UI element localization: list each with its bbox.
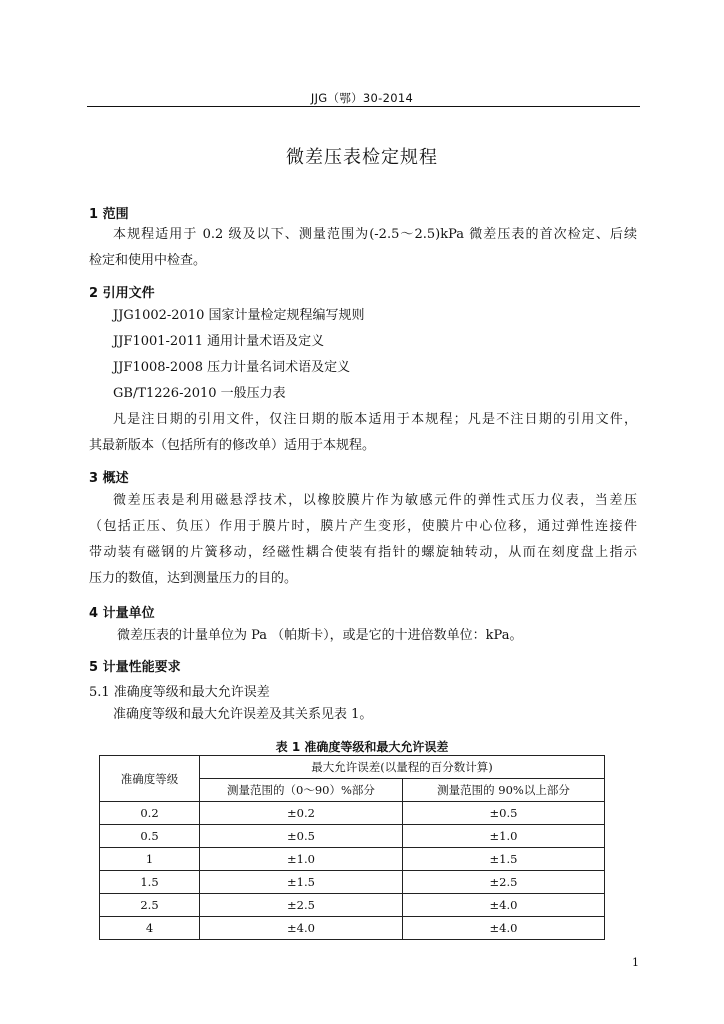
cell-grade: 0.2 bbox=[100, 802, 200, 825]
cell-mpe-a: ±4.0 bbox=[200, 917, 403, 940]
section-3-text-line-4: 压力的数值，达到测量压力的目的。 bbox=[89, 571, 298, 586]
section-1-heading: 1 范围 bbox=[89, 207, 129, 222]
table-row bbox=[100, 894, 605, 917]
header-range-a: 测量范围的（0～90）%部分 bbox=[200, 779, 403, 802]
page-title: 微差压表检定规程 bbox=[286, 147, 438, 168]
section-4-text: 微差压表的计量单位为 Pa （帕斯卡），或是它的十进倍数单位：kPa。 bbox=[117, 628, 523, 643]
cell-mpe-a: ±0.2 bbox=[200, 802, 403, 825]
section-3-text-line-3: 带动装有磁钢的片簧移动，经磁性耦合使装有指针的螺旋轴转动，从而在刻度盘上指示 bbox=[89, 545, 637, 560]
reference-item: GB/T1226-2010 一般压力表 bbox=[113, 386, 286, 401]
section-5-text: 准确度等级和最大允许误差及其关系见表 1。 bbox=[113, 707, 373, 722]
cell-mpe-b: ±0.5 bbox=[403, 802, 605, 825]
reference-item: JJF1008-2008 压力计量名词术语及定义 bbox=[113, 360, 351, 375]
header-grade: 准确度等级 bbox=[100, 756, 200, 802]
cell-grade: 1 bbox=[100, 848, 200, 871]
table-row bbox=[100, 917, 605, 940]
section-5-heading: 5 计量性能要求 bbox=[89, 660, 181, 675]
cell-mpe-a: ±2.5 bbox=[200, 894, 403, 917]
cell-mpe-b: ±1.0 bbox=[403, 825, 605, 848]
table-header-row bbox=[100, 756, 605, 779]
page-number: 1 bbox=[632, 956, 639, 969]
cell-mpe-b: ±2.5 bbox=[403, 871, 605, 894]
reference-item: JJG1002-2010 国家计量检定规程编写规则 bbox=[113, 308, 365, 323]
section-3-text-line-1: 微差压表是利用磁悬浮技术，以橡胶膜片作为敏感元件的弹性式压力仪表，当差压 bbox=[113, 493, 637, 508]
accuracy-table bbox=[99, 755, 605, 940]
section-1-text-line-2: 检定和使用中检查。 bbox=[89, 253, 207, 268]
cell-mpe-b: ±4.0 bbox=[403, 894, 605, 917]
section-3-text-line-2: （包括正压、负压）作用于膜片时，膜片产生变形，使膜片中心位移，通过弹性连接件 bbox=[89, 519, 637, 534]
reference-note-line-1: 凡是注日期的引用文件，仅注日期的版本适用于本规程；凡是不注日期的引用文件， bbox=[113, 412, 637, 427]
section-2-heading: 2 引用文件 bbox=[89, 286, 155, 301]
header-rule bbox=[87, 106, 640, 107]
table-row bbox=[100, 802, 605, 825]
cell-mpe-a: ±1.0 bbox=[200, 848, 403, 871]
reference-note-line-2: 其最新版本（包括所有的修改单）适用于本规程。 bbox=[89, 438, 376, 453]
table-row bbox=[100, 848, 605, 871]
cell-grade: 1.5 bbox=[100, 871, 200, 894]
cell-mpe-a: ±1.5 bbox=[200, 871, 403, 894]
standard-code: JJG（鄂）30-2014 bbox=[310, 91, 414, 105]
reference-item: JJF1001-2011 通用计量术语及定义 bbox=[113, 334, 325, 349]
section-1-text-line-1: 本规程适用于 0.2 级及以下、测量范围为(-2.5～2.5)kPa 微差压表的首次检定、后续 bbox=[113, 227, 637, 242]
subsection-5-1-heading: 5.1 准确度等级和最大允许误差 bbox=[89, 685, 270, 700]
table-row bbox=[100, 871, 605, 894]
section-3-heading: 3 概述 bbox=[89, 471, 129, 486]
table-caption: 表 1 准确度等级和最大允许误差 bbox=[275, 740, 449, 754]
cell-grade: 2.5 bbox=[100, 894, 200, 917]
cell-grade: 4 bbox=[100, 917, 200, 940]
section-4-heading: 4 计量单位 bbox=[89, 606, 155, 621]
cell-mpe-a: ±0.5 bbox=[200, 825, 403, 848]
cell-mpe-b: ±4.0 bbox=[403, 917, 605, 940]
header-range-b: 测量范围的 90%以上部分 bbox=[403, 779, 605, 802]
header-mpe: 最大允许误差(以量程的百分数计算) bbox=[200, 756, 605, 779]
cell-mpe-b: ±1.5 bbox=[403, 848, 605, 871]
table-row bbox=[100, 825, 605, 848]
cell-grade: 0.5 bbox=[100, 825, 200, 848]
